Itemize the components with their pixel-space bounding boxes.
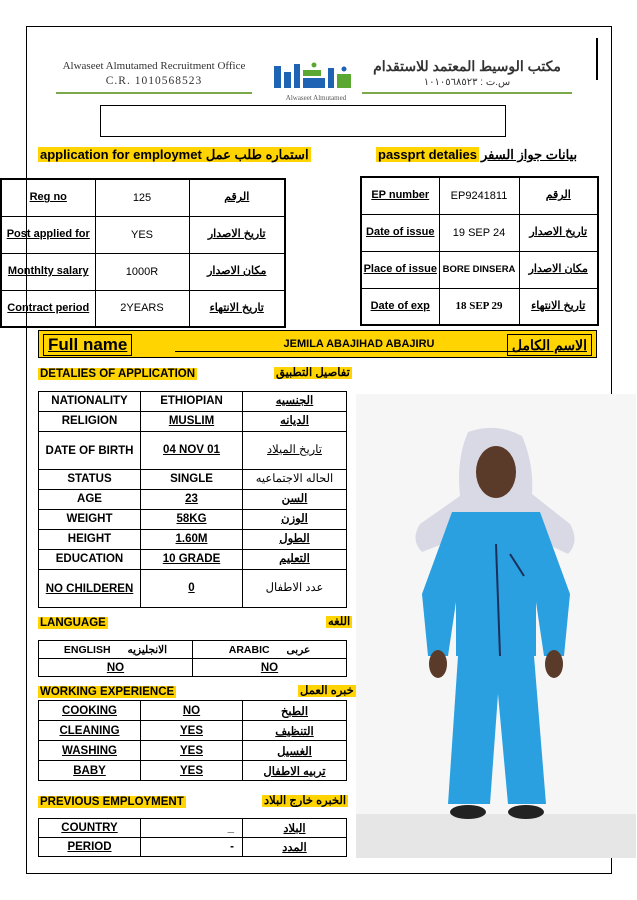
language-title-en: LANGUAGE bbox=[40, 617, 106, 629]
language-title bbox=[38, 613, 108, 631]
reg-no-value: 125 bbox=[95, 179, 189, 216]
experience-title bbox=[38, 682, 176, 700]
application-title bbox=[38, 146, 311, 164]
ep-number-value: EP9241811 bbox=[439, 177, 519, 214]
table-row bbox=[1, 253, 285, 290]
blank-box bbox=[100, 105, 506, 137]
post-applied-value: YES bbox=[95, 216, 189, 253]
ep-number-label: EP number bbox=[361, 177, 439, 214]
salary-label-ar: مكان الاصدار bbox=[189, 253, 285, 290]
nationality-label: NATIONALITY bbox=[39, 392, 141, 412]
issue-place-value: BORE DINSERA bbox=[439, 251, 519, 288]
cr-number: C.R. 1010568523 bbox=[105, 75, 203, 87]
weight-label-ar: الوزن bbox=[243, 510, 347, 530]
table-row bbox=[39, 570, 347, 608]
table-row bbox=[1, 290, 285, 327]
exp-date-value: 18 SEP 29 bbox=[439, 288, 519, 325]
cleaning-label-ar: التنظيف bbox=[243, 721, 347, 741]
previous-table bbox=[38, 818, 347, 857]
height-label-ar: الطول bbox=[243, 530, 347, 550]
cleaning-value: YES bbox=[141, 721, 243, 741]
table-row bbox=[39, 550, 347, 570]
english-label: ENGLISH bbox=[63, 643, 111, 656]
country-label-ar: البلاد bbox=[243, 819, 347, 838]
country-value: _ bbox=[141, 819, 243, 838]
full-name-bar bbox=[38, 330, 597, 358]
previous-title-en: PREVIOUS EMPLOYMENT bbox=[40, 796, 184, 808]
passport-title-ar: بيانات جواز السفر bbox=[481, 147, 578, 162]
passport-title bbox=[376, 146, 579, 164]
experience-title-ar: خبره العمل bbox=[300, 685, 354, 697]
table-row bbox=[39, 819, 347, 838]
religion-label: RELIGION bbox=[39, 412, 141, 432]
details-table bbox=[38, 391, 347, 608]
post-applied-label: Post applied for bbox=[1, 216, 95, 253]
arabic-label: ARABIC bbox=[228, 643, 270, 656]
contract-label: Contract period bbox=[1, 290, 95, 327]
table-row bbox=[39, 761, 347, 781]
table-row bbox=[361, 288, 598, 325]
arabic-value: NO bbox=[193, 659, 347, 677]
issue-date-label: Date of issue bbox=[361, 214, 439, 251]
education-label: EDUCATION bbox=[39, 550, 141, 570]
english-value: NO bbox=[39, 659, 193, 677]
header-rule-ar bbox=[362, 92, 572, 94]
applicant-figure-icon bbox=[356, 394, 636, 858]
period-label-ar: المدد bbox=[243, 838, 347, 857]
children-value: 0 bbox=[141, 570, 243, 608]
dob-value: 04 NOV 01 bbox=[141, 432, 243, 470]
age-label: AGE bbox=[39, 490, 141, 510]
english-label-ar: الانجليزيه bbox=[127, 643, 168, 656]
passport-title-en: passprt detalies bbox=[378, 147, 477, 162]
cooking-value: NO bbox=[141, 701, 243, 721]
issue-date-label-ar: تاريخ الاصدار bbox=[519, 214, 598, 251]
table-row bbox=[39, 659, 347, 677]
salary-label: Monthlty salary bbox=[1, 253, 95, 290]
cooking-label: COOKING bbox=[39, 701, 141, 721]
children-label-ar: عدد الاطفال bbox=[243, 570, 347, 608]
post-applied-label-ar: تاريخ الاصدار bbox=[189, 216, 285, 253]
status-value: SINGLE bbox=[141, 470, 243, 490]
religion-value: MUSLIM bbox=[141, 412, 243, 432]
reg-no-label-ar: الرقم bbox=[189, 179, 285, 216]
application-title-ar: استماره طلب عمل bbox=[205, 147, 309, 162]
application-title-en: application for employmet bbox=[40, 147, 202, 162]
details-title-ar: تفاصيل التطبيق bbox=[276, 367, 350, 379]
exp-date-label-ar: تاريخ الانتهاء bbox=[519, 288, 598, 325]
table-row bbox=[39, 392, 347, 412]
salary-value: 1000R bbox=[95, 253, 189, 290]
exp-date-label: Date of exp bbox=[361, 288, 439, 325]
details-title-en: DETALIES OF APPLICATION bbox=[40, 368, 196, 380]
status-label: STATUS bbox=[39, 470, 141, 490]
age-label-ar: السن bbox=[243, 490, 347, 510]
contract-value: 2YEARS bbox=[95, 290, 189, 327]
country-label: COUNTRY bbox=[39, 819, 141, 838]
washing-label: WASHING bbox=[39, 741, 141, 761]
arabic-label-ar: عربى bbox=[286, 643, 311, 656]
education-label-ar: التعليم bbox=[243, 550, 347, 570]
cooking-label-ar: الطبخ bbox=[243, 701, 347, 721]
religion-label-ar: الديانه bbox=[243, 412, 347, 432]
previous-title-ar-wrap bbox=[262, 791, 348, 809]
contract-label-ar: تاريخ الانتهاء bbox=[189, 290, 285, 327]
company-name-en: Alwaseet Almutamed Recruitment Office bbox=[62, 60, 246, 72]
experience-title-ar-wrap bbox=[298, 681, 356, 699]
header-divider bbox=[596, 38, 598, 80]
reg-no-label: Reg no bbox=[1, 179, 95, 216]
period-value: - bbox=[141, 838, 243, 857]
full-name-label: Full name bbox=[43, 334, 132, 356]
education-value: 10 GRADE bbox=[141, 550, 243, 570]
logo-mark-icon bbox=[272, 60, 358, 92]
baby-label-ar: تربيه الاطفال bbox=[243, 761, 347, 781]
status-label-ar: الحاله الاجتماعيه bbox=[243, 470, 347, 490]
issue-date-value: 19 SEP 24 bbox=[439, 214, 519, 251]
previous-title bbox=[38, 792, 186, 810]
period-label: PERIOD bbox=[39, 838, 141, 857]
table-row bbox=[39, 838, 347, 857]
height-value: 1.60M bbox=[141, 530, 243, 550]
table-row bbox=[39, 510, 347, 530]
company-name-ar: مكتب الوسيط المعتمد للاستقدام bbox=[373, 58, 561, 74]
height-label: HEIGHT bbox=[39, 530, 141, 550]
washing-value: YES bbox=[141, 741, 243, 761]
table-row bbox=[361, 251, 598, 288]
application-table bbox=[0, 178, 286, 328]
nationality-label-ar: الجنسيه bbox=[243, 392, 347, 412]
washing-label-ar: الغسيل bbox=[243, 741, 347, 761]
table-row bbox=[39, 701, 347, 721]
children-label: NO CHILDEREN bbox=[39, 570, 141, 608]
applicant-photo bbox=[356, 394, 636, 858]
age-value: 23 bbox=[141, 490, 243, 510]
nationality-value: ETHIOPIAN bbox=[141, 392, 243, 412]
language-title-ar: اللغه bbox=[328, 616, 351, 628]
cr-number-ar: س.ت : ١٠١٠٥٦٨٥٢٣ bbox=[423, 77, 511, 88]
table-row bbox=[39, 530, 347, 550]
table-row bbox=[1, 216, 285, 253]
details-title-ar-wrap bbox=[274, 363, 352, 381]
company-header-en bbox=[56, 60, 252, 94]
previous-title-ar: الخبره خارج البلاد bbox=[264, 795, 347, 807]
cleaning-label: CLEANING bbox=[39, 721, 141, 741]
issue-place-label: Place of issue bbox=[361, 251, 439, 288]
table-row bbox=[361, 177, 598, 214]
language-table bbox=[38, 640, 347, 677]
dob-label-ar: تاريخ الميلاد bbox=[243, 432, 347, 470]
company-logo bbox=[268, 56, 364, 106]
table-row bbox=[39, 721, 347, 741]
table-row bbox=[39, 432, 347, 470]
table-row bbox=[361, 214, 598, 251]
details-title bbox=[38, 364, 197, 382]
table-row bbox=[39, 490, 347, 510]
full-name-value: JEMILA ABAJIHAD ABAJIRU bbox=[175, 337, 543, 352]
logo-caption: Alwaseet Almutamed bbox=[285, 94, 347, 102]
experience-title-en: WORKING EXPERIENCE bbox=[40, 686, 175, 698]
header-rule bbox=[56, 92, 252, 94]
baby-label: BABY bbox=[39, 761, 141, 781]
english-cell bbox=[39, 641, 193, 659]
table-row bbox=[39, 412, 347, 432]
language-title-ar-wrap bbox=[326, 612, 352, 630]
table-row bbox=[39, 741, 347, 761]
baby-value: YES bbox=[141, 761, 243, 781]
table-row bbox=[1, 179, 285, 216]
table-row bbox=[39, 470, 347, 490]
company-header-ar bbox=[362, 58, 572, 94]
arabic-cell bbox=[193, 641, 347, 659]
experience-table bbox=[38, 700, 347, 781]
ep-number-label-ar: الرقم bbox=[519, 177, 598, 214]
passport-table bbox=[360, 176, 599, 326]
full-name-label-ar: الاسم الكامل bbox=[507, 334, 592, 356]
dob-label: DATE OF BIRTH bbox=[39, 432, 141, 470]
table-row bbox=[39, 641, 347, 659]
issue-place-label-ar: مكان الاصدار bbox=[519, 251, 598, 288]
weight-label: WEIGHT bbox=[39, 510, 141, 530]
weight-value: 58KG bbox=[141, 510, 243, 530]
